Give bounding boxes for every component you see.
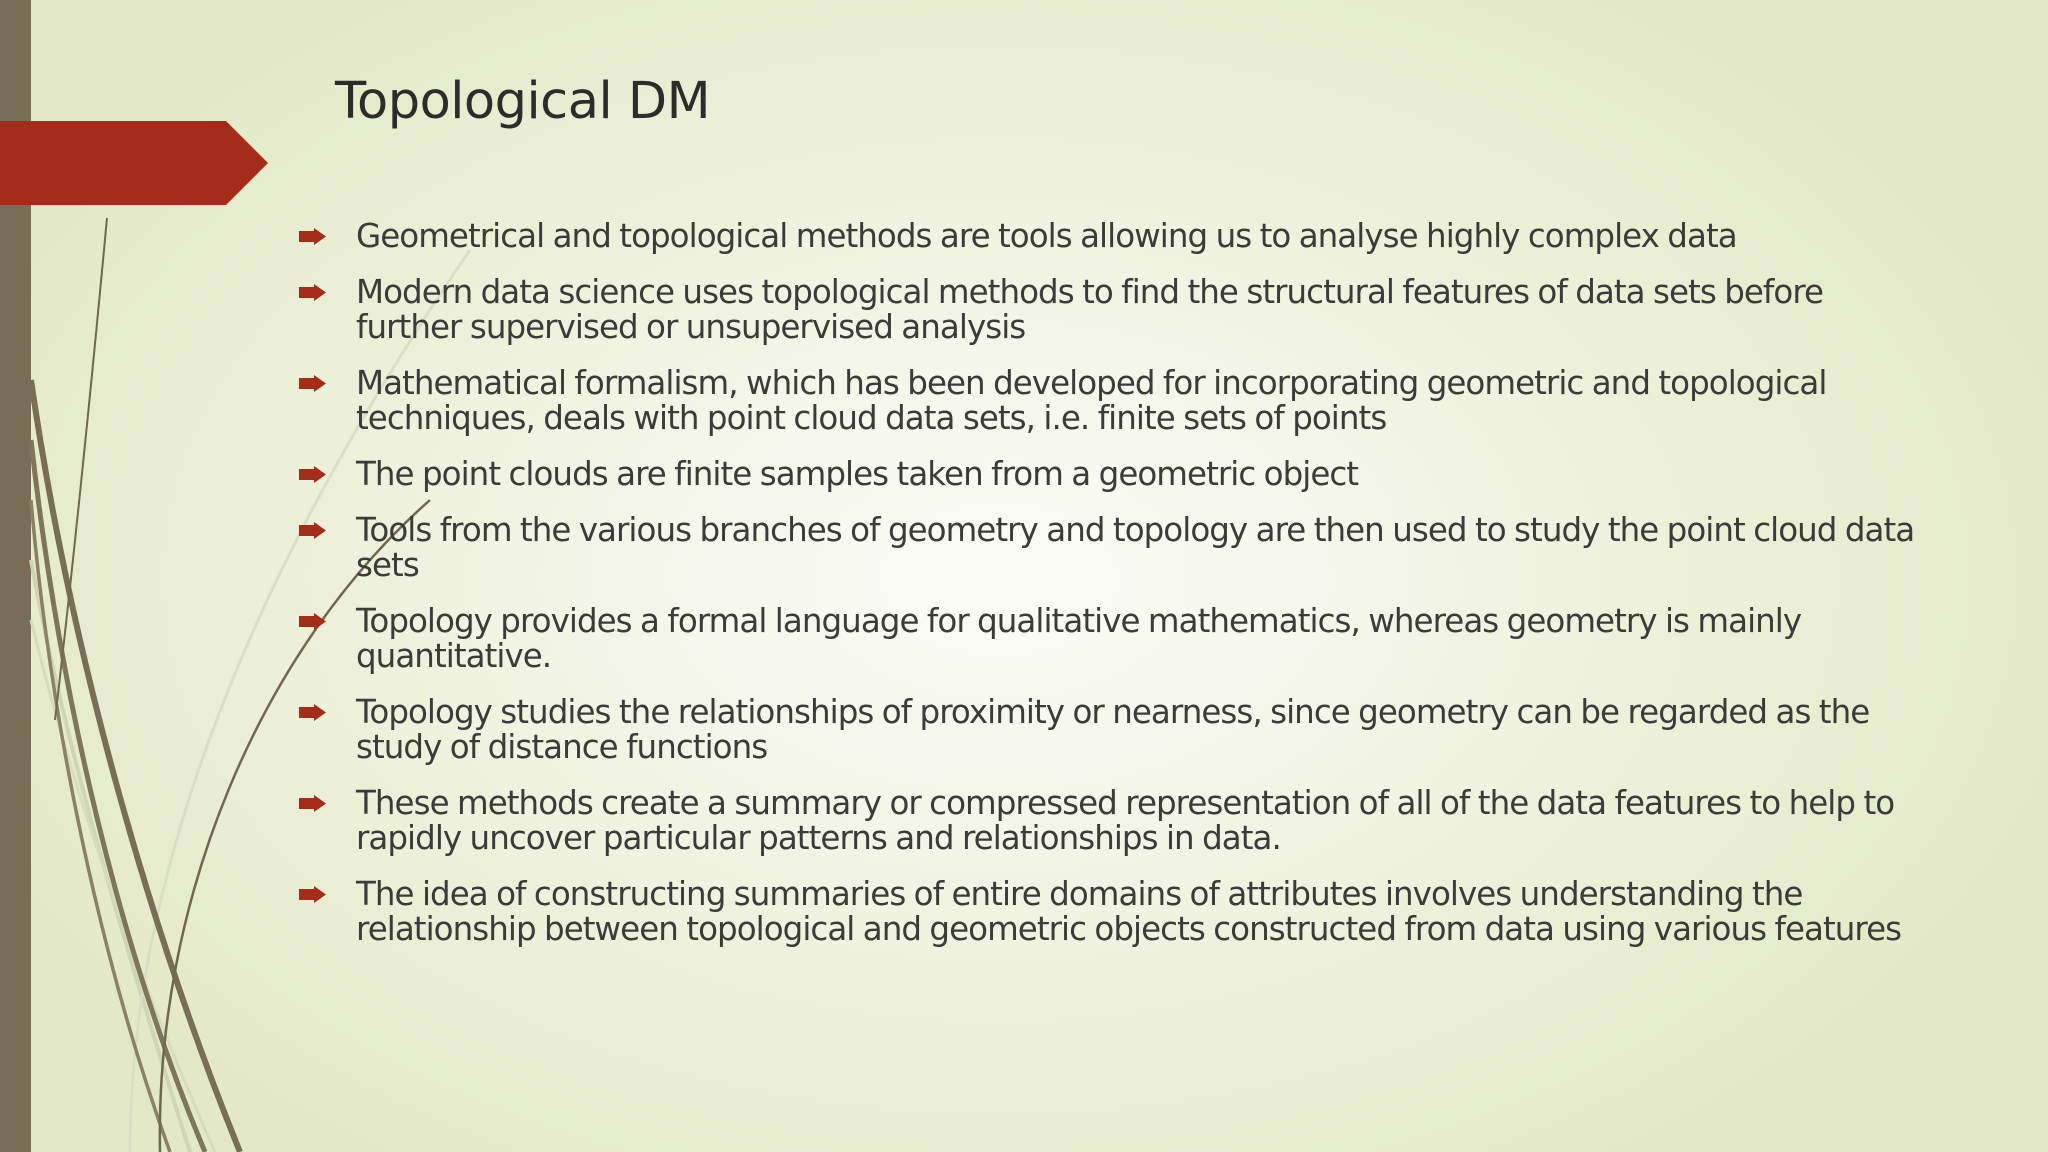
right-arrow-icon xyxy=(299,704,326,721)
title-accent-chevron xyxy=(0,121,268,205)
bullet-text: Geometrical and topological methods are tools allowing us to analyse highly complex data xyxy=(356,217,1737,255)
bullet-item xyxy=(299,877,1919,947)
bullet-item xyxy=(299,219,1919,254)
bullet-item xyxy=(299,513,1919,583)
right-arrow-icon xyxy=(299,466,326,483)
bullet-text: Topology provides a formal language for qualitative mathematics, whereas geometry is mainly quantitative. xyxy=(356,602,1802,675)
bullet-item xyxy=(299,604,1919,674)
bullet-item xyxy=(299,275,1919,345)
bullet-text: The point clouds are finite samples taken from a geometric object xyxy=(356,455,1359,493)
bullet-item xyxy=(299,786,1919,856)
bullet-item xyxy=(299,695,1919,765)
bullet-list xyxy=(299,219,1919,968)
bullet-item xyxy=(299,366,1919,436)
bullet-text: Tools from the various branches of geometry and topology are then used to study the point cloud data sets xyxy=(356,511,1915,584)
right-arrow-icon xyxy=(299,228,326,245)
bullet-text: Modern data science uses topological methods to find the structural features of data sets before further supervised or unsupervised analysis xyxy=(356,273,1824,346)
bullet-item xyxy=(299,457,1919,492)
bullet-text: The idea of constructing summaries of entire domains of attributes involves understanding the relationship between topological and geometric objects constructed from data using various features xyxy=(356,875,1902,948)
bullet-text: These methods create a summary or compressed representation of all of the data features to help to rapidly uncover particular patterns and relationships in data. xyxy=(356,784,1895,857)
right-arrow-icon xyxy=(299,284,326,301)
right-arrow-icon xyxy=(299,613,326,630)
right-arrow-icon xyxy=(299,522,326,539)
slide-title: Topological DM xyxy=(335,72,711,131)
right-arrow-icon xyxy=(299,886,326,903)
swoosh-line-pale-1 xyxy=(31,560,190,1152)
right-arrow-icon xyxy=(299,795,326,812)
bullet-text: Topology studies the relationships of proximity or nearness, since geometry can be regarded as the study of distance functions xyxy=(356,693,1870,766)
right-arrow-icon xyxy=(299,375,326,392)
bullet-text: Mathematical formalism, which has been developed for incorporating geometric and topological techniques, deals with point cloud data sets, i.e. finite sets of points xyxy=(356,364,1827,437)
